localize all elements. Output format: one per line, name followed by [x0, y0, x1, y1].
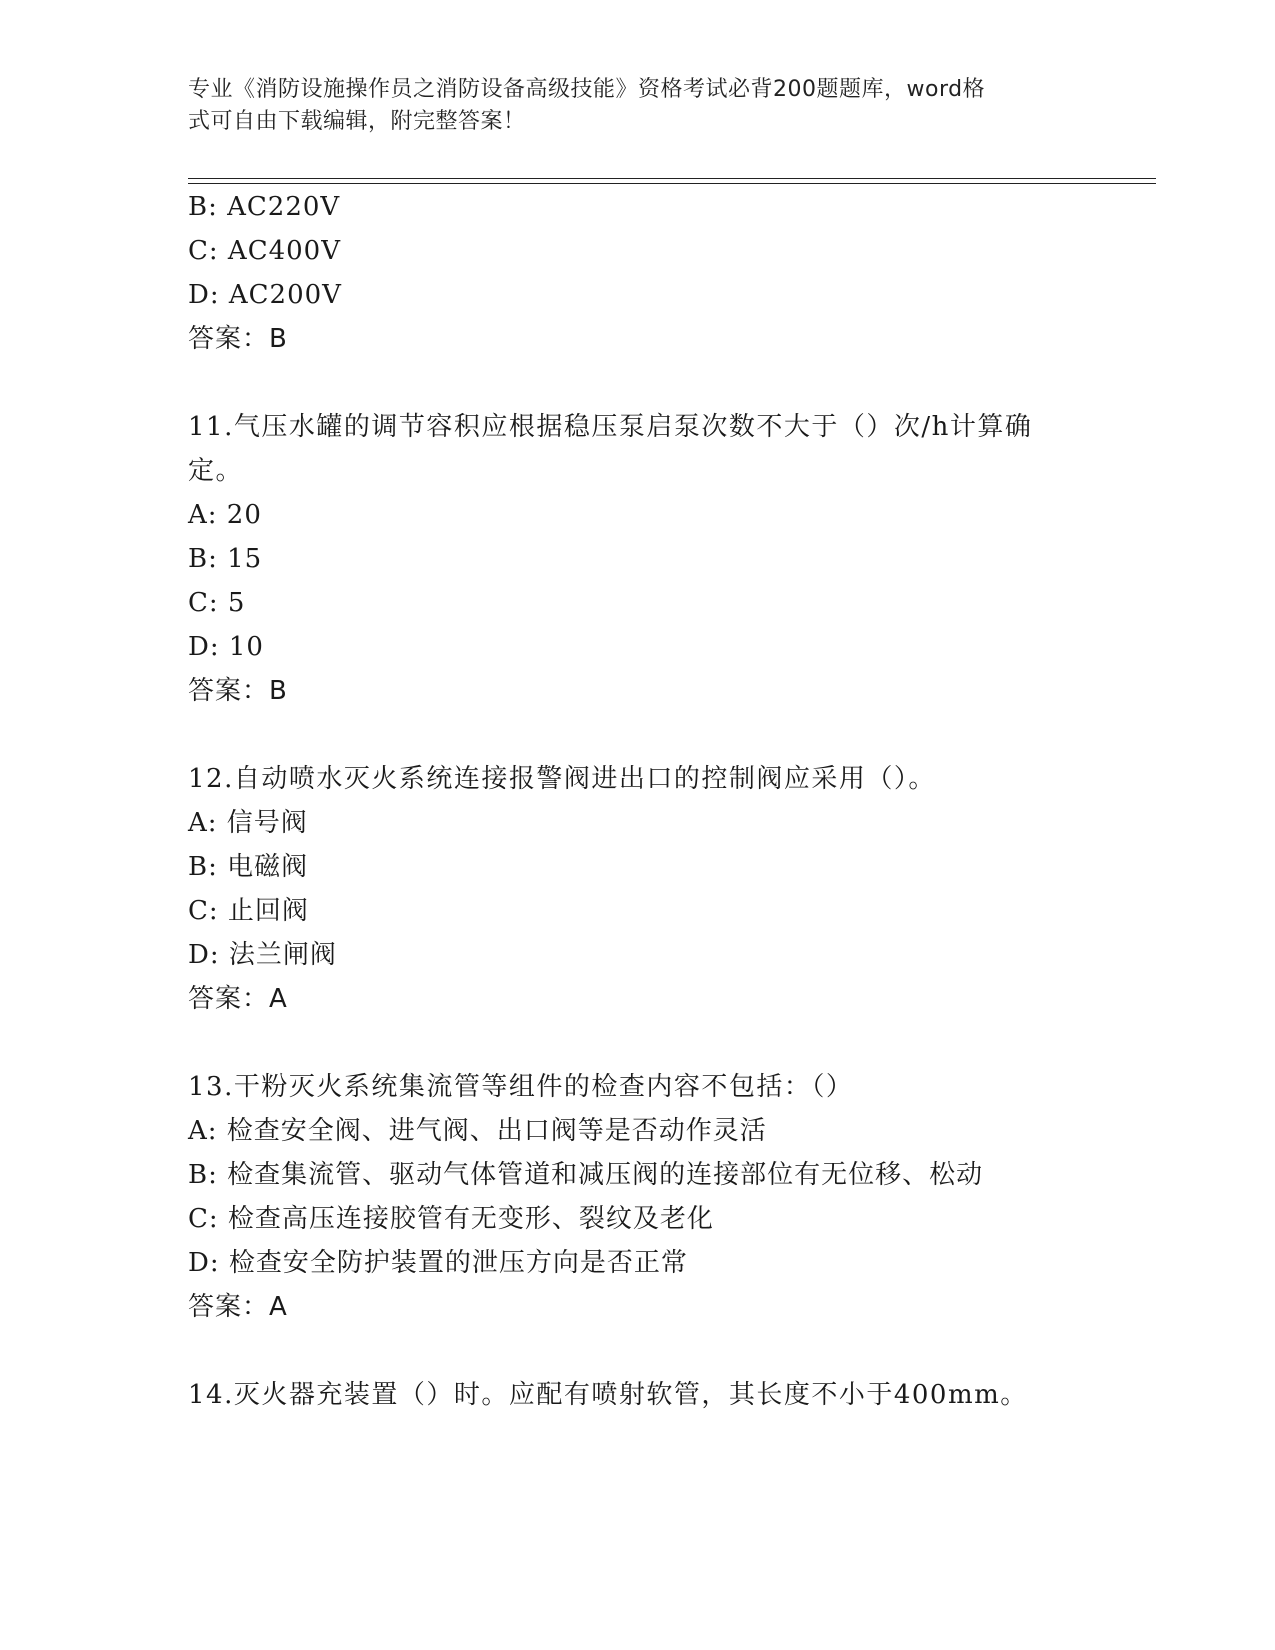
- q13-option-c: C: 检查高压连接胶管有无变形、裂纹及老化: [188, 1204, 714, 1234]
- header-title-line-2: 式可自由下载编辑，附完整答案！: [188, 109, 526, 134]
- q12-answer: 答案：A: [188, 984, 288, 1014]
- q11-question-line-1: 11.气压水罐的调节容积应根据稳压泵启泵次数不大于（）次/h计算确: [188, 412, 1033, 442]
- header-divider-top: [188, 178, 1156, 179]
- q11-option-c: C: 5: [188, 588, 246, 618]
- q11-option-d: D: 10: [188, 632, 264, 662]
- q12-question: 12.自动喷水灭火系统连接报警阀进出口的控制阀应采用（）。: [188, 764, 936, 794]
- q12-option-b: B: 电磁阀: [188, 852, 309, 882]
- q14-question: 14.灭火器充装置（）时。应配有喷射软管，其长度不小于400mm。: [188, 1380, 1028, 1410]
- q13-option-d: D: 检查安全防护装置的泄压方向是否正常: [188, 1248, 688, 1278]
- q11-option-b: B: 15: [188, 544, 263, 574]
- header-divider-bottom: [188, 183, 1156, 184]
- q13-answer: 答案：A: [188, 1292, 288, 1322]
- q13-option-a: A: 检查安全阀、进气阀、出口阀等是否动作灵活: [188, 1116, 767, 1146]
- q12-option-a: A: 信号阀: [188, 808, 308, 838]
- q10-answer: 答案：B: [188, 324, 288, 354]
- q12-option-c: C: 止回阀: [188, 896, 309, 926]
- q13-option-b: B: 检查集流管、驱动气体管道和减压阀的连接部位有无位移、松动: [188, 1160, 984, 1190]
- q13-question: 13.干粉灭火系统集流管等组件的检查内容不包括：（）: [188, 1072, 854, 1102]
- q10-option-c: C: AC400V: [188, 236, 341, 266]
- q10-option-b: B: AC220V: [188, 192, 341, 222]
- header-title-line-1: 专业《消防设施操作员之消防设备高级技能》资格考试必背200题题库，word格: [188, 77, 986, 102]
- q11-option-a: A: 20: [188, 500, 262, 530]
- q11-question-line-2: 定。: [188, 456, 244, 486]
- q11-answer: 答案：B: [188, 676, 288, 706]
- q12-option-d: D: 法兰闸阀: [188, 940, 337, 970]
- q10-option-d: D: AC200V: [188, 280, 342, 310]
- document-header: [188, 74, 1068, 138]
